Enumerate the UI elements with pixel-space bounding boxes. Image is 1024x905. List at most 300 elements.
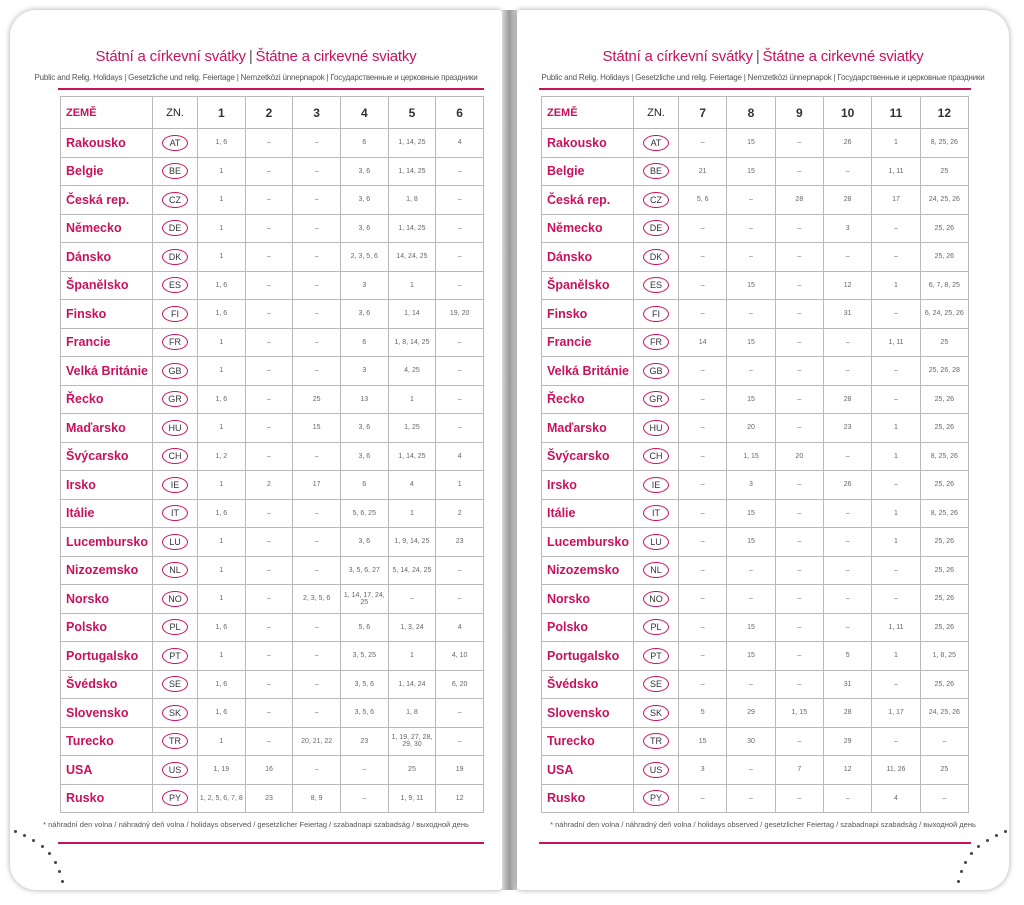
holiday-dates-cell: –	[727, 556, 775, 585]
table-row	[61, 756, 484, 785]
holiday-dates-cell: –	[775, 642, 823, 671]
holiday-dates-cell: –	[679, 642, 727, 671]
holiday-dates-cell: –	[293, 243, 341, 272]
country-name: Turecko	[61, 727, 153, 756]
country-code-badge: NL	[643, 562, 669, 578]
holiday-dates-cell: 1, 6	[198, 300, 246, 329]
holiday-dates-cell: –	[245, 214, 293, 243]
bottom-rule	[539, 842, 971, 844]
holiday-dates-cell: 15	[727, 613, 775, 642]
holiday-dates-cell: 23	[245, 784, 293, 813]
holiday-dates-cell: 1	[872, 642, 920, 671]
country-name: Česká rep.	[542, 186, 634, 215]
holiday-dates-cell: –	[872, 585, 920, 614]
country-code-badge: FR	[162, 334, 188, 350]
holiday-dates-cell: 1	[198, 357, 246, 386]
holiday-dates-cell: –	[340, 784, 388, 813]
country-code-badge: GR	[643, 391, 669, 407]
holiday-dates-cell: 25, 26	[920, 670, 968, 699]
holiday-dates-cell: 15	[727, 157, 775, 186]
country-code-badge: PT	[643, 648, 669, 664]
holiday-dates-cell: 1	[872, 499, 920, 528]
month-column-header: 10	[823, 97, 871, 129]
holiday-dates-cell: –	[436, 271, 484, 300]
holiday-dates-cell: 3, 6	[340, 214, 388, 243]
holiday-dates-cell: –	[920, 784, 968, 813]
holiday-dates-cell: –	[679, 499, 727, 528]
country-code-badge: ES	[643, 277, 669, 293]
holiday-dates-cell: –	[727, 756, 775, 785]
holiday-dates-cell: 1	[198, 471, 246, 500]
country-code-cell	[153, 357, 198, 386]
holiday-dates-cell: –	[293, 328, 341, 357]
holiday-dates-cell: –	[436, 727, 484, 756]
holiday-dates-cell: 1, 6	[198, 129, 246, 158]
holiday-dates-cell: –	[727, 357, 775, 386]
holiday-dates-cell: 1	[388, 642, 436, 671]
holiday-dates-cell: 1, 2, 5, 6, 7, 8	[198, 784, 246, 813]
holiday-dates-cell: –	[775, 157, 823, 186]
holiday-dates-cell: –	[436, 357, 484, 386]
country-name: Dánsko	[61, 243, 153, 272]
holiday-dates-cell: 3, 6	[340, 186, 388, 215]
holiday-dates-cell: –	[823, 556, 871, 585]
holiday-dates-cell: –	[293, 613, 341, 642]
holiday-dates-cell: 5, 6, 25	[340, 499, 388, 528]
holiday-dates-cell: 1, 9, 11	[388, 784, 436, 813]
holiday-dates-cell: 3	[340, 271, 388, 300]
table-row	[542, 499, 969, 528]
country-code-cell	[153, 300, 198, 329]
holiday-dates-cell: 4, 25	[388, 357, 436, 386]
holiday-dates-cell: 5	[823, 642, 871, 671]
country-code-cell	[153, 784, 198, 813]
holiday-dates-cell: 1, 14, 25	[388, 157, 436, 186]
country-code-cell	[634, 442, 679, 471]
holiday-dates-cell: –	[245, 328, 293, 357]
country-code-cell	[153, 528, 198, 557]
holiday-dates-cell: –	[679, 471, 727, 500]
holiday-dates-cell: 1, 17	[872, 699, 920, 728]
holiday-dates-cell: 1, 14	[388, 300, 436, 329]
holiday-dates-cell: 23	[436, 528, 484, 557]
holiday-dates-cell: 4	[436, 613, 484, 642]
month-column-header: 7	[679, 97, 727, 129]
holiday-dates-cell: 3, 6	[340, 414, 388, 443]
holiday-dates-cell: –	[245, 186, 293, 215]
holiday-dates-cell: –	[823, 499, 871, 528]
holiday-dates-cell: 1	[388, 271, 436, 300]
country-name: Irsko	[542, 471, 634, 500]
holiday-dates-cell: –	[245, 528, 293, 557]
country-code-cell	[634, 556, 679, 585]
country-code-cell	[634, 727, 679, 756]
holiday-dates-cell: 3, 6	[340, 442, 388, 471]
holiday-dates-cell: 24, 25, 26	[920, 699, 968, 728]
holiday-dates-cell: 17	[293, 471, 341, 500]
holiday-dates-cell: 15	[727, 328, 775, 357]
page-title	[10, 48, 502, 65]
table-row	[61, 357, 484, 386]
holiday-dates-cell: 1, 8, 14, 25	[388, 328, 436, 357]
country-code-cell	[634, 670, 679, 699]
table-row	[542, 414, 969, 443]
holiday-table-jul-dec	[541, 96, 969, 813]
table-row	[61, 157, 484, 186]
country-code-badge: IT	[162, 505, 188, 521]
table-row	[542, 214, 969, 243]
holiday-dates-cell: 1, 3, 24	[388, 613, 436, 642]
code-column-header: ZN.	[634, 97, 679, 129]
holiday-dates-cell: –	[340, 756, 388, 785]
holiday-dates-cell: –	[872, 243, 920, 272]
country-name: Belgie	[61, 157, 153, 186]
table-row	[542, 357, 969, 386]
holiday-dates-cell: 15	[293, 414, 341, 443]
country-name: Norsko	[542, 585, 634, 614]
holiday-dates-cell: –	[679, 585, 727, 614]
holiday-dates-cell: 6	[340, 129, 388, 158]
holiday-dates-cell: 8, 25, 26	[920, 129, 968, 158]
holiday-dates-cell: 5, 14, 24, 25	[388, 556, 436, 585]
holiday-dates-cell: 4	[436, 442, 484, 471]
holiday-dates-cell: –	[245, 727, 293, 756]
holiday-dates-cell: –	[775, 556, 823, 585]
holiday-dates-cell: –	[293, 271, 341, 300]
holiday-dates-cell: 1	[198, 642, 246, 671]
table-row	[61, 414, 484, 443]
holiday-dates-cell: 1, 19	[198, 756, 246, 785]
country-name: Norsko	[61, 585, 153, 614]
country-code-badge: AT	[162, 135, 188, 151]
holiday-dates-cell: 25, 26	[920, 556, 968, 585]
holiday-dates-cell: –	[245, 385, 293, 414]
country-code-badge: FI	[643, 306, 669, 322]
holiday-dates-cell: 25	[388, 756, 436, 785]
country-code-cell	[634, 214, 679, 243]
holiday-dates-cell: –	[679, 271, 727, 300]
table-header-row	[542, 97, 969, 129]
holiday-dates-cell: –	[293, 556, 341, 585]
holiday-dates-cell: 1, 6	[198, 385, 246, 414]
holiday-dates-cell: –	[775, 357, 823, 386]
country-code-badge: SK	[162, 705, 188, 721]
holiday-dates-cell: 14	[679, 328, 727, 357]
holiday-dates-cell: 14, 24, 25	[388, 243, 436, 272]
country-name: Německo	[542, 214, 634, 243]
page-subtitle: Public and Relig. Holidays | Gesetzliche und relig. Feiertage | Nemzetközi ünnepnapok | Государственные и церковные праздники	[34, 73, 478, 82]
holiday-dates-cell: 25, 26	[920, 613, 968, 642]
holiday-dates-cell: –	[293, 157, 341, 186]
holiday-dates-cell: –	[436, 243, 484, 272]
holiday-dates-cell: –	[679, 129, 727, 158]
holiday-dates-cell: 4	[436, 129, 484, 158]
country-name: USA	[61, 756, 153, 785]
table-row	[61, 271, 484, 300]
holiday-dates-cell: –	[436, 585, 484, 614]
country-code-cell	[153, 471, 198, 500]
holiday-dates-cell: 5	[679, 699, 727, 728]
table-row	[61, 385, 484, 414]
table-header-row	[61, 97, 484, 129]
holiday-dates-cell: 6, 24, 25, 26	[920, 300, 968, 329]
table-row	[61, 214, 484, 243]
holiday-dates-cell: 1, 15	[727, 442, 775, 471]
holiday-dates-cell: 1, 11	[872, 613, 920, 642]
holiday-dates-cell: –	[823, 328, 871, 357]
country-name: Lucembursko	[542, 528, 634, 557]
holiday-dates-cell: 29	[823, 727, 871, 756]
country-name: Slovensko	[542, 699, 634, 728]
holiday-dates-cell: –	[727, 670, 775, 699]
book-spread	[10, 10, 1014, 890]
country-code-badge: IE	[643, 477, 669, 493]
table-row	[542, 642, 969, 671]
holiday-dates-cell: –	[872, 727, 920, 756]
holiday-dates-cell: –	[872, 300, 920, 329]
holiday-dates-cell: 1	[872, 442, 920, 471]
country-name: Turecko	[542, 727, 634, 756]
country-code-badge: NL	[162, 562, 188, 578]
holiday-dates-cell: 19	[436, 756, 484, 785]
holiday-dates-cell: 25	[293, 385, 341, 414]
top-rule	[539, 88, 971, 90]
holiday-dates-cell: 1	[198, 585, 246, 614]
holiday-dates-cell: 3	[340, 357, 388, 386]
country-name: Itálie	[542, 499, 634, 528]
country-code-badge: PL	[643, 619, 669, 635]
holiday-dates-cell: –	[245, 442, 293, 471]
table-row	[61, 471, 484, 500]
country-name: Dánsko	[542, 243, 634, 272]
holiday-dates-cell: –	[293, 214, 341, 243]
country-code-cell	[153, 243, 198, 272]
country-code-badge: IE	[162, 477, 188, 493]
country-name: Belgie	[542, 157, 634, 186]
country-name: Polsko	[61, 613, 153, 642]
holiday-dates-cell: 12	[823, 756, 871, 785]
holiday-dates-cell: –	[679, 214, 727, 243]
holiday-dates-cell: –	[872, 670, 920, 699]
table-row	[542, 556, 969, 585]
holiday-dates-cell: 15	[727, 528, 775, 557]
country-code-badge: PT	[162, 648, 188, 664]
holiday-dates-cell: –	[436, 556, 484, 585]
holiday-dates-cell: 17	[872, 186, 920, 215]
holiday-dates-cell: –	[823, 442, 871, 471]
holiday-dates-cell: –	[436, 157, 484, 186]
holiday-dates-cell: 8, 9	[293, 784, 341, 813]
holiday-dates-cell: –	[245, 157, 293, 186]
country-name: Nizozemsko	[61, 556, 153, 585]
holiday-dates-cell: 1	[198, 157, 246, 186]
holiday-dates-cell: –	[245, 271, 293, 300]
bottom-rule	[58, 842, 484, 844]
country-code-badge: SK	[643, 705, 669, 721]
holiday-dates-cell: –	[293, 186, 341, 215]
country-name: Irsko	[61, 471, 153, 500]
table-row	[61, 528, 484, 557]
holiday-dates-cell: 28	[823, 186, 871, 215]
holiday-dates-cell: –	[679, 670, 727, 699]
country-code-cell	[153, 442, 198, 471]
country-code-badge: PY	[162, 790, 188, 806]
country-name: Švýcarsko	[61, 442, 153, 471]
country-code-cell	[634, 414, 679, 443]
holiday-dates-cell: 1	[872, 528, 920, 557]
holiday-dates-cell: 1, 11	[872, 157, 920, 186]
country-name: Rusko	[61, 784, 153, 813]
country-code-badge: GR	[162, 391, 188, 407]
holiday-dates-cell: 1	[198, 528, 246, 557]
table-row	[542, 157, 969, 186]
table-row	[542, 129, 969, 158]
holiday-dates-cell: –	[679, 243, 727, 272]
holiday-dates-cell: 1	[388, 499, 436, 528]
country-name: Česká rep.	[61, 186, 153, 215]
holiday-dates-cell: –	[679, 556, 727, 585]
holiday-dates-cell: 31	[823, 670, 871, 699]
holiday-dates-cell: 28	[823, 385, 871, 414]
holiday-dates-cell: 1	[198, 556, 246, 585]
country-name: Rakousko	[61, 129, 153, 158]
holiday-dates-cell: 5, 6	[679, 186, 727, 215]
country-name: Slovensko	[61, 699, 153, 728]
country-code-badge: PL	[162, 619, 188, 635]
country-code-badge: ES	[162, 277, 188, 293]
holiday-dates-cell: –	[293, 756, 341, 785]
holiday-dates-cell: –	[727, 784, 775, 813]
holiday-dates-cell: 25, 26	[920, 471, 968, 500]
month-column-header: 4	[340, 97, 388, 129]
holiday-dates-cell: 1, 8, 25	[920, 642, 968, 671]
holiday-dates-cell: –	[436, 699, 484, 728]
holiday-dates-cell: –	[872, 357, 920, 386]
holiday-dates-cell: 2, 3, 5, 6	[340, 243, 388, 272]
holiday-dates-cell: 1	[198, 186, 246, 215]
country-name: Finsko	[542, 300, 634, 329]
holiday-dates-cell: 1, 8	[388, 186, 436, 215]
holiday-dates-cell: 15	[727, 129, 775, 158]
holiday-dates-cell: 25, 26, 28	[920, 357, 968, 386]
holiday-dates-cell: 16	[245, 756, 293, 785]
country-code-cell	[153, 699, 198, 728]
holiday-dates-cell: 1	[198, 727, 246, 756]
holiday-dates-cell: –	[679, 528, 727, 557]
holiday-dates-cell: –	[775, 271, 823, 300]
country-code-badge: PY	[643, 790, 669, 806]
holiday-dates-cell: –	[679, 442, 727, 471]
country-name: Řecko	[542, 385, 634, 414]
holiday-dates-cell: –	[245, 243, 293, 272]
holiday-dates-cell: –	[293, 528, 341, 557]
holiday-dates-cell: –	[872, 214, 920, 243]
country-code-cell	[153, 585, 198, 614]
holiday-dates-cell: 25	[920, 328, 968, 357]
table-row	[542, 442, 969, 471]
country-code-badge: SE	[643, 676, 669, 692]
holiday-dates-cell: 3, 5, 6, 27	[340, 556, 388, 585]
holiday-dates-cell: 28	[823, 699, 871, 728]
title-sk: Štátne a cirkevné sviatky	[255, 48, 417, 65]
country-code-badge: HU	[162, 420, 188, 436]
holiday-dates-cell: 1, 6	[198, 699, 246, 728]
title-cz: Státní a církevní svátky	[95, 48, 246, 65]
holiday-dates-cell: –	[775, 300, 823, 329]
holiday-dates-cell: 23	[823, 414, 871, 443]
country-code-cell	[634, 186, 679, 215]
table-row	[542, 271, 969, 300]
holiday-dates-cell: –	[245, 585, 293, 614]
holiday-dates-cell: –	[245, 129, 293, 158]
holiday-dates-cell: 26	[823, 471, 871, 500]
holiday-dates-cell: 1, 15	[775, 699, 823, 728]
country-code-badge: FI	[162, 306, 188, 322]
holiday-dates-cell: –	[436, 214, 484, 243]
table-row	[61, 186, 484, 215]
country-name: Francie	[542, 328, 634, 357]
holiday-dates-cell: 1, 6	[198, 271, 246, 300]
holiday-dates-cell: 7	[775, 756, 823, 785]
holiday-dates-cell: 1	[198, 414, 246, 443]
table-row	[542, 528, 969, 557]
holiday-dates-cell: –	[823, 157, 871, 186]
country-name: Španělsko	[61, 271, 153, 300]
country-code-badge: GB	[643, 363, 669, 379]
holiday-dates-cell: –	[775, 784, 823, 813]
country-code-cell	[153, 670, 198, 699]
country-code-cell	[153, 271, 198, 300]
holiday-dates-cell: 6, 7, 8, 25	[920, 271, 968, 300]
title-separator: |	[755, 48, 760, 65]
table-row	[61, 585, 484, 614]
country-code-cell	[153, 499, 198, 528]
table-row	[542, 784, 969, 813]
holiday-dates-cell: –	[775, 328, 823, 357]
country-code-cell	[153, 385, 198, 414]
holiday-dates-cell: –	[436, 385, 484, 414]
holiday-dates-cell: –	[245, 300, 293, 329]
month-column-header: 1	[198, 97, 246, 129]
country-code-badge: DK	[162, 249, 188, 265]
table-row	[542, 699, 969, 728]
holiday-dates-cell: 1, 9, 14, 25	[388, 528, 436, 557]
country-name: Francie	[61, 328, 153, 357]
holiday-dates-cell: –	[245, 642, 293, 671]
holiday-dates-cell: –	[245, 414, 293, 443]
holiday-dates-cell: –	[727, 243, 775, 272]
holiday-dates-cell: –	[823, 585, 871, 614]
table-row	[61, 499, 484, 528]
month-column-header: 6	[436, 97, 484, 129]
country-code-cell	[153, 556, 198, 585]
country-code-badge: DK	[643, 249, 669, 265]
country-code-cell	[634, 328, 679, 357]
table-row	[61, 784, 484, 813]
month-column-header: 8	[727, 97, 775, 129]
holiday-dates-cell: –	[775, 528, 823, 557]
country-code-badge: AT	[643, 135, 669, 151]
holiday-dates-cell: 23	[340, 727, 388, 756]
table-row	[61, 670, 484, 699]
holiday-dates-cell: –	[823, 613, 871, 642]
holiday-dates-cell: 1	[198, 243, 246, 272]
country-code-cell	[634, 357, 679, 386]
holiday-dates-cell: –	[245, 357, 293, 386]
holiday-dates-cell: –	[872, 385, 920, 414]
country-code-cell	[153, 642, 198, 671]
holiday-dates-cell: 25, 26	[920, 385, 968, 414]
